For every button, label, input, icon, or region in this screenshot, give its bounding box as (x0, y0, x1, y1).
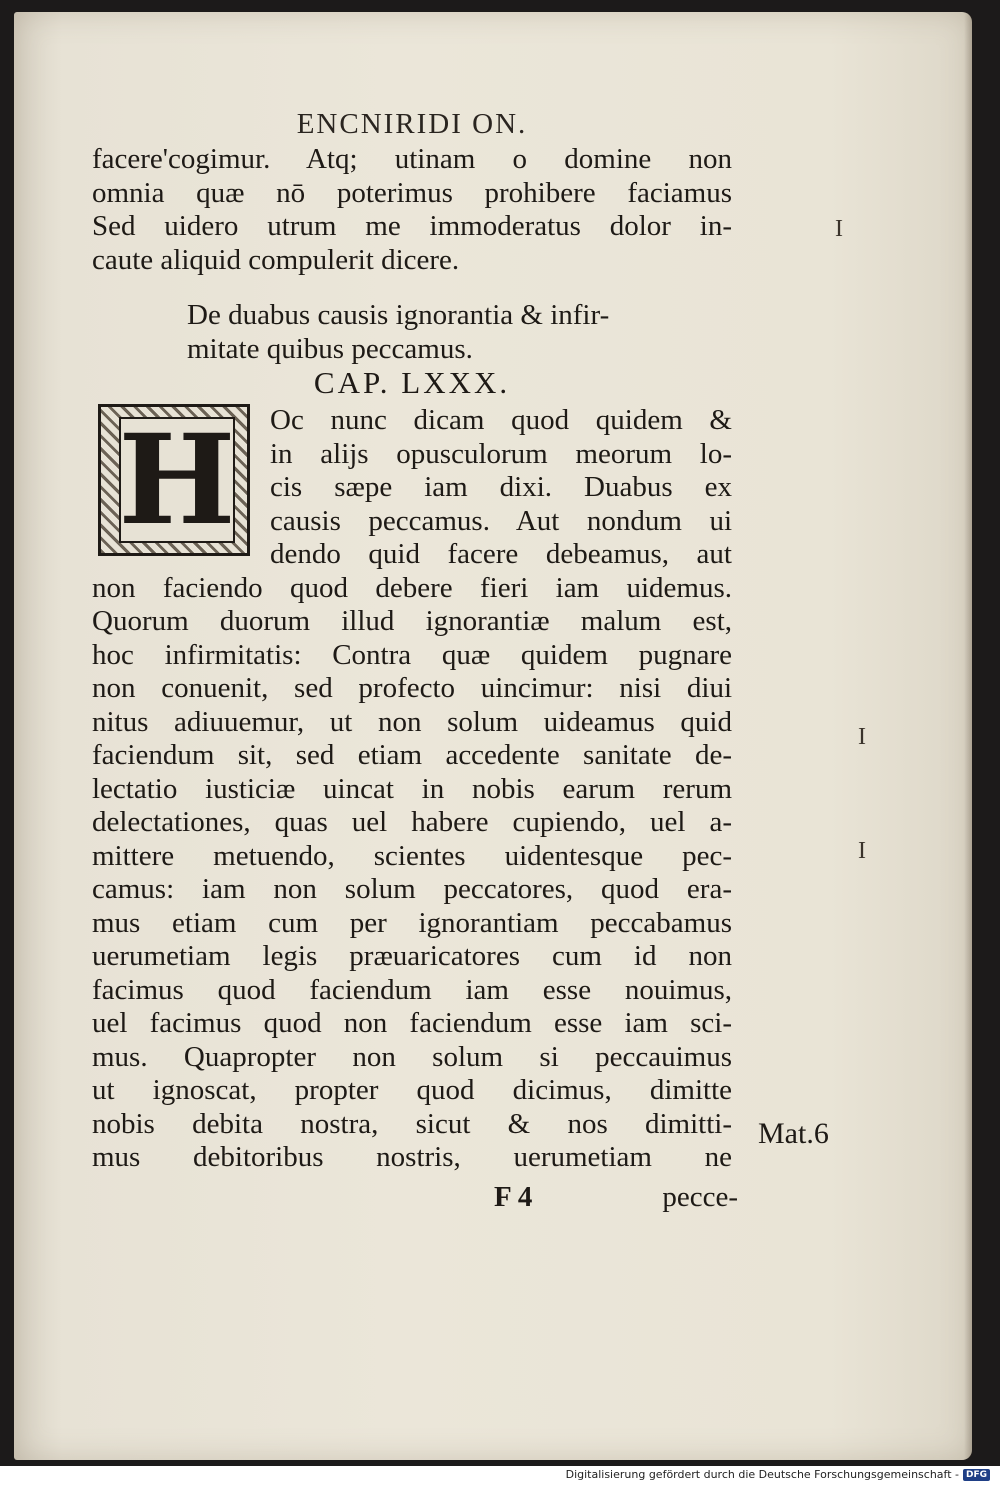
credit-text: Digitalisierung gefördert durch die Deutsche Forschungsgemeinschaft - (565, 1468, 959, 1481)
body-line: faciendum sit, sed etiam accedente sanitate de- (92, 739, 732, 771)
stray-mark: I (835, 216, 843, 242)
digitization-credit (566, 1468, 990, 1481)
stray-mark: I (858, 838, 866, 864)
body-line: uerumetiam legis præuaricatores cum id non (92, 940, 732, 972)
body-line: non conuenit, sed profecto uincimur: nisi diui (92, 672, 732, 704)
body-line: Oc nunc dicam quod quidem & (270, 404, 732, 436)
body-paragraph (92, 404, 732, 1175)
catchword: pecce- (662, 1180, 738, 1213)
page-edge-shadow (964, 12, 972, 1460)
body-line: mittere metuendo, scientes uidentesque pec- (92, 839, 732, 872)
heading-line: De duabus causis ignorantia & infir- (187, 299, 610, 331)
intro-line: facere'cogimur. Atq; utinam o domine non (92, 143, 732, 175)
text-block (92, 108, 738, 1217)
body-line: cis sæpe iam dixi. Duabus ex (270, 471, 732, 503)
body-line: mus debitoribus nostris, uerumetiam ne (92, 1141, 732, 1173)
body-line: hoc infirmitatis: Contra quæ quidem pugnare (92, 638, 732, 671)
body-line: nitus adiuuemur, ut non solum uideamus quid (92, 705, 732, 738)
body-line: Quorum duorum illud ignorantiæ malum est, (92, 605, 732, 637)
dfg-logo-icon: DFG (963, 1469, 990, 1481)
body-line: ut ignoscat, propter quod dicimus, dimitte (92, 1074, 732, 1106)
body-line: non faciendo quod debere fieri iam uidemus. (92, 571, 732, 604)
body-line: uel facimus quod non faciendum esse iam sci- (92, 1007, 732, 1039)
chapter-number: CAP. LXXX. (313, 365, 511, 400)
intro-paragraph (92, 143, 732, 277)
heading-line: mitate quibus peccamus. (187, 332, 473, 365)
margin-note: Mat.6 (758, 1117, 829, 1150)
chapter-heading (187, 299, 732, 366)
decorated-initial (98, 404, 250, 556)
page-footer (92, 1180, 738, 1217)
running-head: ENCNIRIDI ON. (296, 108, 528, 140)
intro-line: omnia quæ nō poterimus prohibere faciamus (92, 176, 732, 209)
body-line: camus: iam non solum peccatores, quod era- (92, 873, 732, 905)
intro-line: caute aliquid compulerit dicere. (92, 243, 460, 276)
body-line: causis peccamus. Aut nondum ui (270, 504, 732, 537)
body-line: mus etiam cum per ignorantiam peccabamus (92, 906, 732, 939)
body-line: facimus quod faciendum iam esse nouimus, (92, 973, 732, 1006)
initial-letter: H (118, 407, 236, 553)
body-line: lectatio iusticiæ uincat in nobis earum rerum (92, 772, 732, 805)
body-line: delectationes, quas uel habere cupiendo, uel a- (92, 806, 732, 838)
body-line: in alijs opusculorum meorum lo- (270, 437, 732, 470)
body-line: mus. Quapropter non solum si peccauimus (92, 1040, 732, 1073)
body-line: nobis debita nostra, sicut & nos dimitti- (92, 1107, 732, 1140)
body-line: dendo quid facere debeamus, aut (270, 538, 732, 570)
stray-mark: I (858, 724, 866, 750)
intro-line: Sed uidero utrum me immoderatus dolor in- (92, 210, 732, 242)
signature-mark: F 4 (494, 1180, 533, 1213)
